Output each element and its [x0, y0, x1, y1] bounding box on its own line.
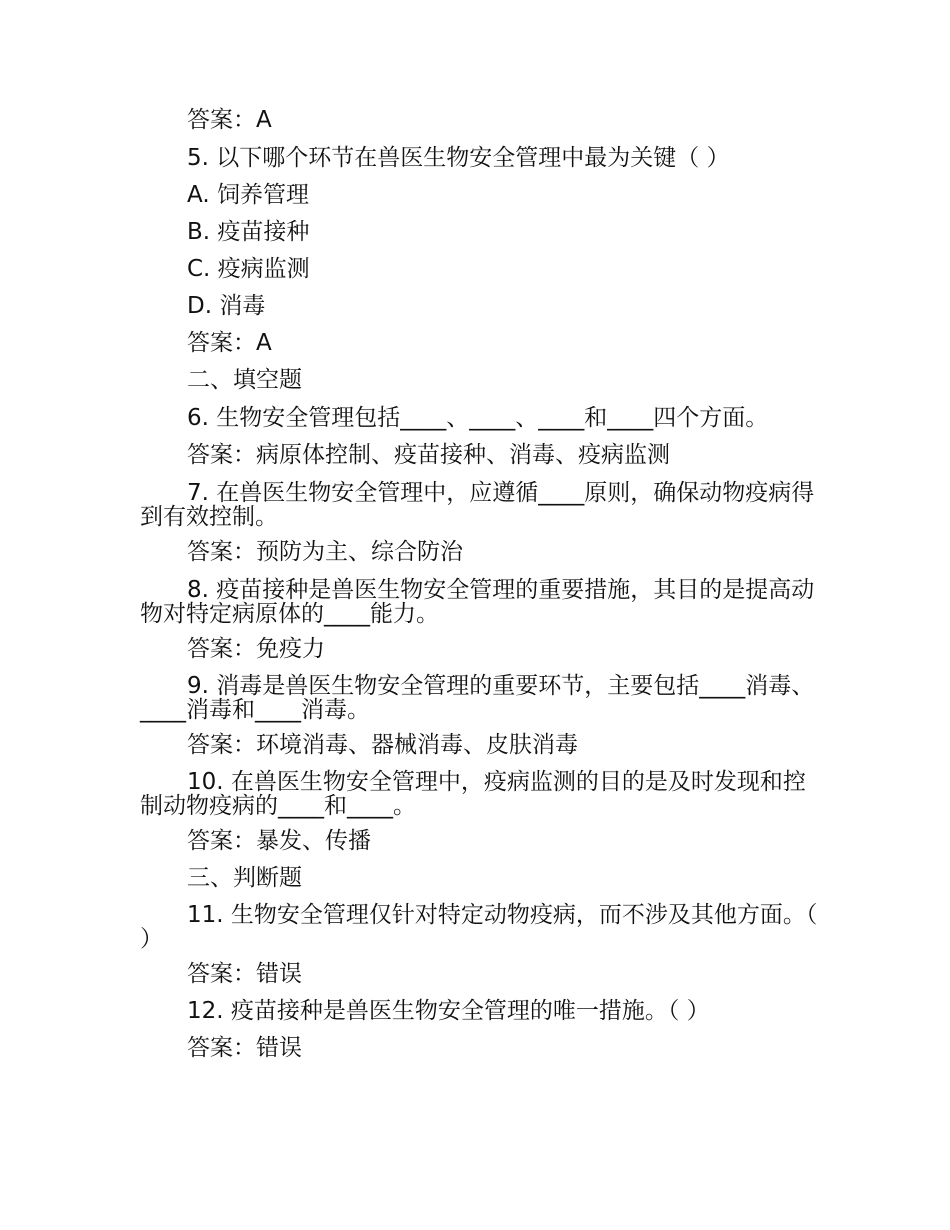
question-5: 5. 以下哪个环节在兽医生物安全管理中最为关键（ ）: [187, 145, 730, 171]
question-11: 11. 生物安全管理仅针对特定动物疫病，而不涉及其他方面。（ ）: [140, 902, 818, 952]
answer-11: 答案：错误: [187, 961, 302, 987]
answer-9: 答案：环境消毒、器械消毒、皮肤消毒: [187, 732, 578, 758]
answer-12: 答案：错误: [187, 1035, 302, 1061]
question-12: 12. 疫苗接种是兽医生物安全管理的唯一措施。（ ）: [187, 998, 710, 1024]
answer-8: 答案：免疫力: [187, 636, 325, 662]
question-8: 8. 疫苗接种是兽医生物安全管理的重要措施，其目的是提高动物对特定病原体的____能力。: [140, 577, 815, 627]
option-b: B. 疫苗接种: [187, 219, 310, 245]
answer-6: 答案：病原体控制、疫苗接种、消毒、疫病监测: [187, 442, 670, 468]
question-10: 10. 在兽医生物安全管理中，疫病监测的目的是及时发现和控制动物疫病的____和____。: [140, 769, 806, 819]
option-d: D. 消毒: [187, 293, 266, 319]
question-7: 7. 在兽医生物安全管理中，应遵循____原则，确保动物疫病得到有效控制。: [140, 480, 815, 530]
answer-5: 答案：A: [187, 330, 272, 356]
answer-4: 答案：A: [187, 107, 272, 133]
option-a: A. 饲养管理: [187, 182, 309, 208]
answer-10: 答案：暴发、传播: [187, 828, 371, 854]
question-9: 9. 消毒是兽医生物安全管理的重要环节，主要包括____消毒、____消毒和____消毒。: [140, 673, 815, 723]
answer-7: 答案：预防为主、综合防治: [187, 539, 463, 565]
option-c: C. 疫病监测: [187, 256, 310, 282]
question-6: 6. 生物安全管理包括____、____、____和____四个方面。: [187, 405, 769, 431]
section-fill-in-blank: 二、填空题: [187, 367, 302, 393]
section-true-false: 三、判断题: [187, 865, 302, 891]
